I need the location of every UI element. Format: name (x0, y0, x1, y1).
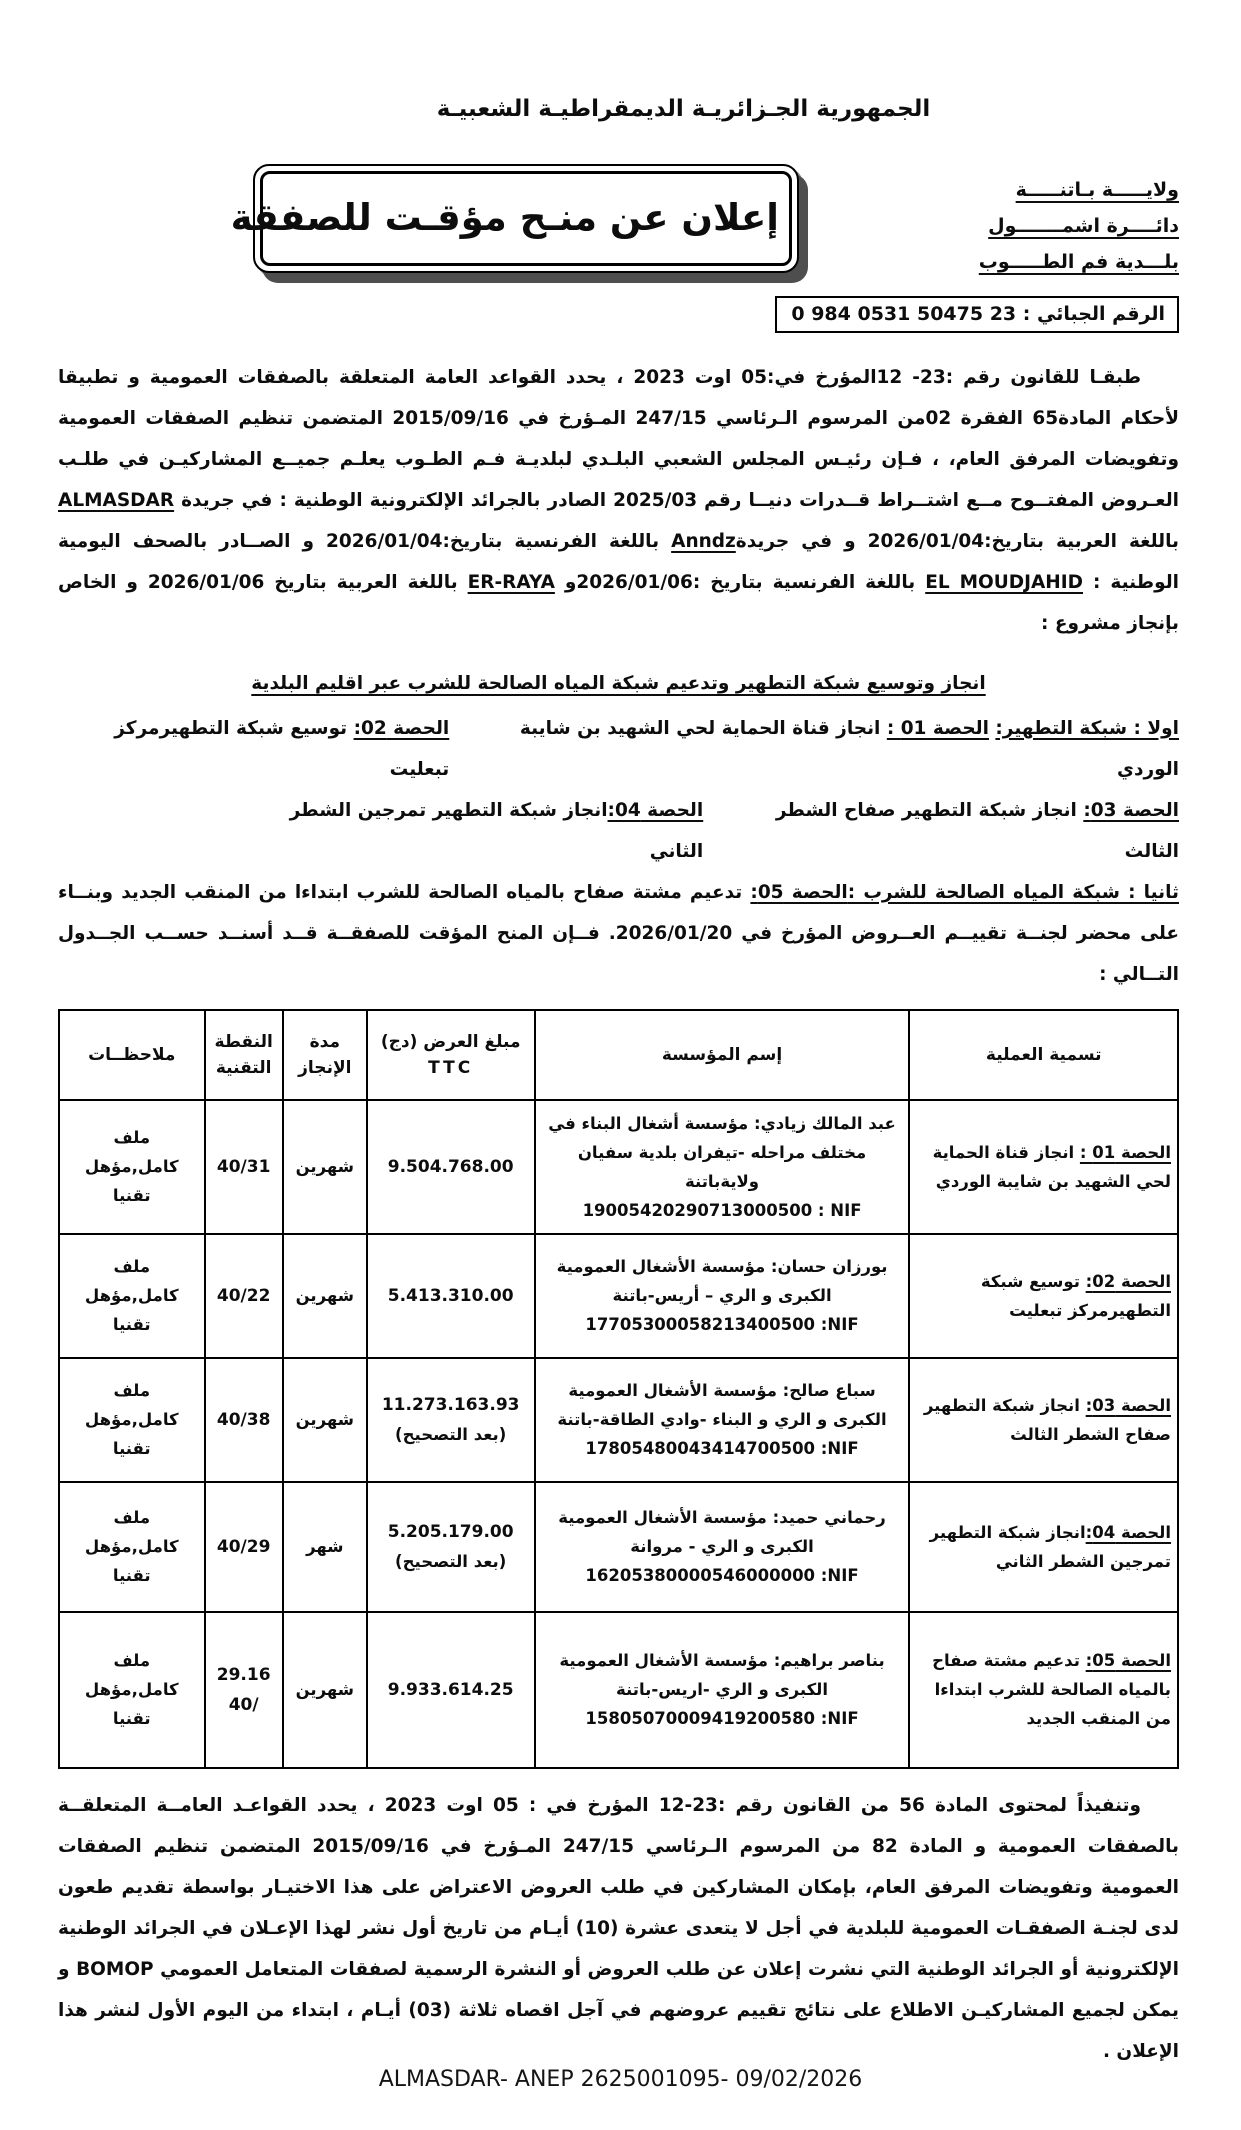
lots-line-1 (58, 708, 1179, 790)
company-cell: بناصر براهيم: مؤسسة الأشغال العمومية الكبرى و الري -اريس-باتنة 15805070009419200580 :NIF (535, 1612, 910, 1768)
amount-cell: 11.273.163.93 (بعد التصحيح) (367, 1358, 535, 1482)
tax-number-box (775, 296, 1179, 333)
notes-cell: ملف كامل,مؤهل تقنيا (59, 1100, 205, 1234)
table-row-lot3 (59, 1358, 1178, 1482)
lots-line-1-left (58, 708, 449, 790)
table-row-lot4 (59, 1482, 1178, 1612)
table-row-lot1 (59, 1100, 1178, 1234)
notes-cell: ملف كامل,مؤهل تقنيا (59, 1612, 205, 1768)
lot3-text: انجاز شبكة التطهير صفاح الشطر الثالث (775, 799, 1179, 862)
award-basis-text: وبنــاء على محضر لجنــة تقييــم العــروض المؤرخ في 2026/01/20. فــإن المنح المؤقت للصفقــة قــد أسنــد حســب الجــدول التــالي : (58, 881, 1180, 985)
authority-commune: بلـــدية فم الطـــــوب (978, 251, 1179, 273)
score-cell: 40/22 (205, 1234, 283, 1358)
lot5-label: الحصة 05: (750, 881, 848, 903)
col-header-score: النقطة التقنية (205, 1010, 283, 1100)
lot4-text: انجاز شبكة التطهير تمرجين الشطر الثاني (289, 799, 704, 862)
newspaper-almasdar: ALMASDAR (58, 490, 175, 511)
col-header-duration: مدة الإنجاز (283, 1010, 367, 1100)
score-cell: 40/29 (205, 1482, 283, 1612)
authority-daira: دائــــرة اشمـــــــول (988, 215, 1179, 237)
col-header-amount: مبلغ العرض (دج) TTC (367, 1010, 535, 1100)
col-header-notes: ملاحظــات (59, 1010, 205, 1100)
intro-text-1: طبقـا للقانون رقم :23- 12المؤرخ في:05 اوت 2023 ، يحدد القواعد العامة المتعلقة بالصفقات العمومية و تطبيقا لأحكام المادة65 الفقرة 02من المرسوم الـرئاسي 247/15 المـؤرخ في 2015/09/16 المتضمن تنظيم الصفقات العمومية وتفويضات المرفق العام، ، فـإن رئيـس المجلس الشعبي البلـدي لبلديـة فـم الطـوب يعلـم جميــع المشاركيـن في طلـب العـروض المفتــوح مــع اشتــراط قــدرات دنيــا رقم 2025/03 الصادر بالجرائد الإلكترونية الوطنية : في جريدة (58, 367, 1179, 511)
amount-cell: 5.413.310.00 (367, 1234, 535, 1358)
newspaper-anndz: Anndz (671, 531, 736, 552)
duration-cell: شهرين (283, 1100, 367, 1234)
project-title-line (58, 663, 1179, 704)
lot1-text: انجاز قناة الحماية لحي الشهيد بن شايبة الوردي (519, 717, 1179, 780)
company-cell: سباع صالح: مؤسسة الأشغال العمومية الكبرى و الري و البناء -وادي الطاقة-باتنة 17805480043414700500 :NIF (535, 1358, 910, 1482)
amount-cell: 9.933.614.25 (367, 1612, 535, 1768)
amount-cell: 9.504.768.00 (367, 1100, 535, 1234)
lots-section (58, 708, 1179, 995)
authority-block (791, 164, 1179, 333)
newspaper-erraya: ER-RAYA (467, 572, 555, 593)
col-header-company: إسم المؤسسة (535, 1010, 910, 1100)
intro-text-2: باللغة العربية بتاريخ:2026/01/04 و في جريدة (735, 531, 1179, 552)
lots-line-3 (58, 872, 1179, 995)
duration-cell: شهر (283, 1482, 367, 1612)
operation-cell: الحصة 04:انجاز شبكة التطهير تمرجين الشطر الثاني (909, 1482, 1178, 1612)
authority-wilaya: ولايـــــة بـاتنـــــة (1015, 179, 1179, 201)
newspaper-elmoudjahid: EL MOUDJAHID (925, 572, 1084, 593)
operation-cell: الحصة 01 : انجاز قناة الحماية لحي الشهيد بن شايبة الوردي (909, 1100, 1178, 1234)
table-row-lot2 (59, 1234, 1178, 1358)
notes-cell: ملف كامل,مؤهل تقنيا (59, 1482, 205, 1612)
intro-paragraph (58, 357, 1179, 644)
amount-cell: 5.205.179.00 (بعد التصحيح) (367, 1482, 535, 1612)
anep-reference: ALMASDAR- ANEP 2625001095- 09/02/2026 (378, 2067, 863, 2092)
score-cell: 29.1640/ (205, 1612, 283, 1768)
notes-cell: ملف كامل,مؤهل تقنيا (59, 1358, 205, 1482)
lot3-label: الحصة 03: (1083, 799, 1179, 821)
company-cell: رحماني حميد: مؤسسة الأشغال العمومية الكبرى و الري - مروانة 16205380000546000000 :NIF (535, 1482, 910, 1612)
lot4-label: الحصة 04: (607, 799, 704, 821)
duration-cell: شهرين (283, 1358, 367, 1482)
notes-cell: ملف كامل,مؤهل تقنيا (59, 1234, 205, 1358)
intro-text-4: باللغة الفرنسية بتاريخ :2026/01/06و (554, 572, 926, 593)
announcement-title: إعلان عن منـح مؤقـت للصفقة (260, 171, 792, 266)
closing-paragraph: وتنفيذاً لمحتوى المادة 56 من القانون رقم :23-12 المؤرخ في : 05 اوت 2023 ، يحدد القواعـد العامــة المتعلقــة بالصفقات العمومية و المادة 82 من المرسوم الـرئاسي 247/15 المـؤرخ في 2015/09/16 المتضمن تنظيم الصفقات العمومية وتفويضات المرفق العام، بإمكان المشاركين في طلب العروض الاعتراض على هذا الاختيـار بواسطة تقديم طعون لدى لجنـة الصفقـات العمومية للبلدية في أجل لا يتعدى عشرة (10) أيـام من تاريخ أول نشر لهذا الإعـلان في الجرائد الوطنية الإلكترونية أو الجرائد الوطنية التي نشرت إعلان عن طلب العروض أو النشرة الرسمية لصفقات المتعامل العمومي BOMOP و يمكن لجميع المشاركيـن الاطلاع على نتائج تقييم عروضهم في آجل اقصاه ثلاثة (03) أيـام ، ابتداء من اليوم الأول لنشر هذا الإعلان . (58, 1794, 1180, 2062)
table-row-lot5 (59, 1612, 1178, 1768)
company-cell: عبد المالك زيادي: مؤسسة أشغال البناء في مختلف مراحله -تيفران بلدية سفيان ولايةباتنة 19005420290713000500 : NIF (535, 1100, 910, 1234)
intro-text-5: باللغة العربية بتاريخ 2026/01/06 و الخاص بإنجاز مشروع : (58, 572, 1179, 634)
operation-cell: الحصة 05: تدعيم مشتة صفاح بالمياه الصالحة للشرب ابتداءا من المنقب الجديد (909, 1612, 1178, 1768)
lots-line-2-left (238, 790, 703, 872)
company-cell: بورزان حسان: مؤسسة الأشغال العمومية الكبرى و الري – أريس-باتنة 17705300058213400500 :NIF (535, 1234, 910, 1358)
header-row (58, 164, 1179, 333)
lots-line-2-right (723, 790, 1179, 872)
section-first-label: اولا : شبكة التطهير: (995, 717, 1179, 739)
lot5-text: تدعيم مشتة صفاح بالمياه الصالحة للشرب ابتداءا من المنقب الجديد (113, 881, 751, 903)
score-cell: 40/38 (205, 1358, 283, 1482)
section-second-label: ثانيا : شبكة المياه الصالحة للشرب : (847, 881, 1179, 903)
tax-number: 0 984 0531 50475 23 (791, 303, 1017, 325)
lot1-label: الحصة 01 : (886, 717, 989, 739)
score-cell: 40/31 (205, 1100, 283, 1234)
announcement-title-box (230, 164, 799, 273)
operation-cell: الحصة 02: توسيع شبكة التطهيرمركز تبعليت (909, 1234, 1178, 1358)
table-header-row (59, 1010, 1178, 1100)
lots-line-2 (58, 790, 1179, 872)
project-title: انجاز وتوسيع شبكة التطهير وتدعيم شبكة المياه الصالحة للشرب عبر اقليم البلدية (251, 672, 986, 694)
lot2-label: الحصة 02: (353, 717, 450, 739)
duration-cell: شهرين (283, 1612, 367, 1768)
tax-label: الرقم الجبائي : (1022, 303, 1165, 325)
lots-line-1-right (469, 708, 1179, 790)
lot2-text: توسيع شبكة التطهيرمركز تبعليت (114, 717, 450, 780)
operation-cell: الحصة 03: انجاز شبكة التطهير صفاح الشطر الثالث (909, 1358, 1178, 1482)
col-header-operation: تسمية العملية (909, 1010, 1178, 1100)
duration-cell: شهرين (283, 1234, 367, 1358)
award-table (58, 1009, 1179, 1769)
republic-title: الجمهورية الجـزائريـة الديمقراطيـة الشعبيـة (436, 96, 931, 122)
intro-text-3: باللغة الفرنسية بتاريخ:2026/01/04 و الصــادر بالصحف اليومية الوطنية : (58, 531, 1179, 593)
